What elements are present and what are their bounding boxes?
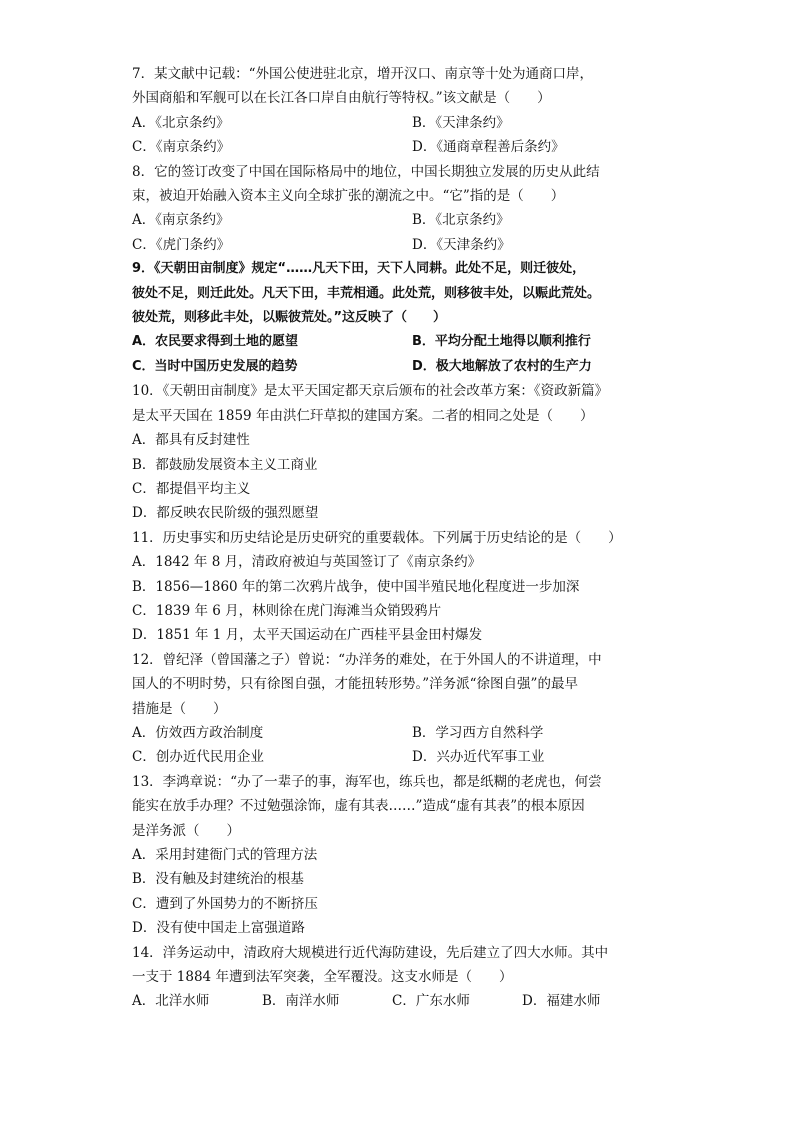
option-c[interactable]: C．都提倡平均主义 [132, 480, 251, 497]
question-7 [132, 62, 692, 160]
exam-page [132, 62, 692, 1014]
option-d[interactable]: D．极大地解放了农村的生产力 [412, 358, 592, 374]
question-stem-line: 国人的不明时势，只有徐图自强，才能扭转形势。”洋务派“徐图自强”的最早 [132, 676, 578, 693]
question-stem-line: 是洋务派（ ） [132, 822, 240, 839]
option-b[interactable]: B．平均分配土地得以顺利推行 [412, 334, 591, 350]
options-row [132, 989, 692, 1013]
option-d[interactable]: D．1851 年 1 月，太平天国运动在广西桂平县金田村爆发 [132, 627, 483, 644]
option-d[interactable]: D．没有使中国走上富强道路 [132, 920, 305, 937]
question-stem-line: 彼处不足，则迁此处。凡天下田，丰荒相通。此处荒，则移彼丰处，以赈此荒处。 [132, 285, 601, 301]
option-c[interactable]: C．《南京条约》 [132, 139, 231, 156]
option-a[interactable]: A．1842 年 8 月，清政府被迫与英国签订了《南京条约》 [132, 554, 482, 571]
option-c[interactable]: C．当时中国历史发展的趋势 [132, 358, 298, 374]
options-row [132, 233, 692, 257]
options-row [132, 745, 692, 769]
question-9 [132, 257, 692, 379]
option-c[interactable]: C．遭到了外国势力的不断挤压 [132, 895, 318, 912]
question-stem-line: 措施是（ ） [132, 700, 227, 717]
question-stem-line: 能实在放手办理？不过勉强涂饰，虚有其表……”造成“虚有其表”的根本原因 [132, 798, 585, 815]
option-c[interactable]: C．1839 年 6 月，林则徐在虎门海滩当众销毁鸦片 [132, 602, 442, 619]
question-stem-line: 9．《天朝田亩制度》规定“……凡天下田，天下人同耕。此处不足，则迁彼处， [132, 261, 586, 277]
question-stem-line: 14．洋务运动中，清政府大规模进行近代海防建设，先后建立了四大水师。其中 [132, 944, 609, 961]
question-stem-line: 束，被迫开始融入资本主义向全球扩张的潮流之中。“它”指的是（ ） [132, 188, 565, 205]
option-d[interactable]: D．都反映农民阶级的强烈愿望 [132, 505, 319, 522]
question-10 [132, 379, 692, 525]
question-8 [132, 160, 692, 258]
question-stem-line: 彼处荒，则移此丰处，以赈彼荒处。”这反映了（ ） [132, 310, 447, 326]
question-stem-line: 外国商船和军舰可以在长江各口岸自由航行等特权。”该文献是（ ） [132, 90, 551, 107]
option-d[interactable]: D．《通商章程善后条约》 [412, 139, 565, 156]
options-row [132, 135, 692, 159]
option-a[interactable]: A．农民要求得到土地的愿望 [132, 334, 299, 350]
option-c[interactable]: C．《虎门条约》 [132, 236, 231, 253]
options-row [132, 721, 692, 745]
question-stem-line: 一支于 1884 年遭到法军突袭，全军覆没。这支水师是（ ） [132, 969, 513, 986]
option-c[interactable]: C．广东水师 [392, 993, 470, 1010]
option-d[interactable]: D．《天津条约》 [412, 236, 511, 253]
option-b[interactable]: B．1856—1860 年的第二次鸦片战争，使中国半殖民地化程度进一步加深 [132, 578, 580, 595]
question-stem-line: 13．李鸿章说：“办了一辈子的事，海军也，练兵也，都是纸糊的老虎也，何尝 [132, 773, 602, 790]
option-b[interactable]: B．《天津条约》 [412, 114, 510, 131]
option-d[interactable]: D．福建水师 [522, 993, 601, 1010]
question-stem-line: 10．《天朝田亩制度》是太平天国定都天京后颁布的社会改革方案：《资政新篇》 [132, 383, 609, 400]
option-b[interactable]: B．都鼓励发展资本主义工商业 [132, 456, 318, 473]
options-row [132, 330, 692, 354]
options-row [132, 111, 692, 135]
option-a[interactable]: A．都具有反封建性 [132, 432, 250, 449]
option-a[interactable]: A．《南京条约》 [132, 212, 230, 229]
option-b[interactable]: B．没有触及封建统治的根基 [132, 871, 304, 888]
question-stem-line: 7．某文献中记载：“外国公使进驻北京，增开汉口、南京等十处为通商口岸， [132, 66, 593, 82]
question-stem-line: 是太平天国在 1859 年由洪仁玕草拟的建国方案。二者的相同之处是（ ） [132, 407, 594, 424]
option-c[interactable]: C．创办近代民用企业 [132, 749, 264, 766]
option-b[interactable]: B．《北京条约》 [412, 212, 510, 229]
question-stem-line: 8．它的签订改变了中国在国际格局中的地位，中国长期独立发展的历史从此结 [132, 163, 600, 180]
question-stem-line: 11．历史事实和历史结论是历史研究的重要载体。下列属于历史结论的是（ ） [132, 529, 622, 546]
question-stem-line: 12．曾纪泽（曾国藩之子）曾说：“办洋务的难处，在于外国人的不讲道理，中 [132, 651, 602, 668]
option-a[interactable]: A．《北京条约》 [132, 114, 230, 131]
option-b[interactable]: B．学习西方自然科学 [412, 724, 544, 741]
question-13 [132, 770, 692, 941]
option-d[interactable]: D．兴办近代军事工业 [412, 749, 545, 766]
option-a[interactable]: A．北洋水师 [132, 993, 210, 1010]
question-11 [132, 526, 692, 648]
question-14 [132, 941, 692, 1014]
question-12 [132, 648, 692, 770]
option-b[interactable]: B．南洋水师 [262, 993, 340, 1010]
options-row [132, 208, 692, 232]
option-a[interactable]: A．采用封建衙门式的管理方法 [132, 847, 318, 863]
options-row [132, 355, 692, 379]
option-a[interactable]: A．仿效西方政治制度 [132, 724, 264, 741]
